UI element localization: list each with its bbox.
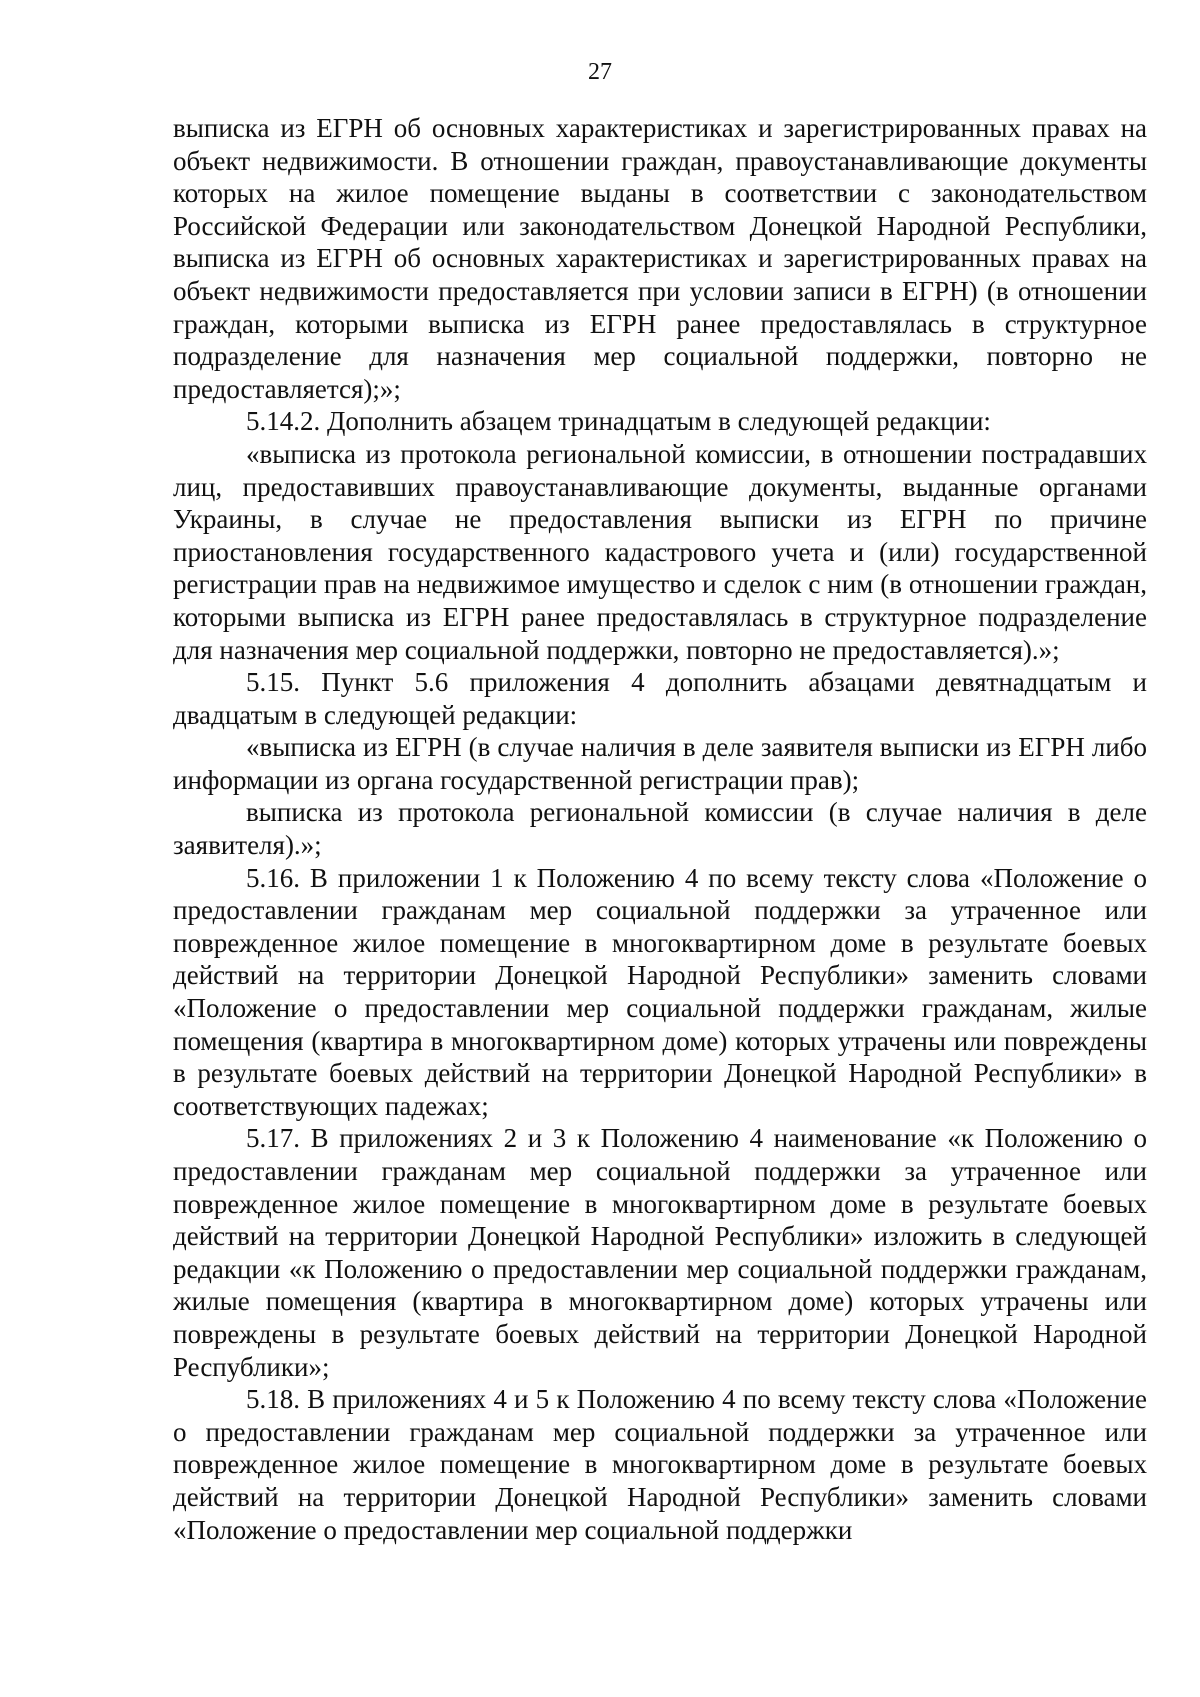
paragraph-commission-extract: «выписка из протокола региональной комиссии, в отношении пострадавших лиц, предоставивших правоустанавливающие документы, выданные органами Украины, в случае не предоставления выписки из ЕГРН по причине приостановления государственного кадастрового учета и (или) государственной регистрации прав на недвижимое имущество и сделок с ним (в отношении граждан, которыми выписка из ЕГРН ранее предоставлялась в структурное подразделение для назначения мер социальной поддержки, повторно не предоставляется).»;: [173, 438, 1147, 665]
paragraph-egrn-extract-conditions: выписка из ЕГРН об основных характеристиках и зарегистрированных правах на объект недвижимости. В отношении граждан, правоустанавливающие документы которых на жилое помещение выданы в соответствии с законодательством Российской Федерации или законодательством Донецкой Народной Республики, выписка из ЕГРН об основных характеристиках и зарегистрированных правах на объект недвижимости предоставляется при условии записи в ЕГРН) (в отношении граждан, которыми выписка из ЕГРН ранее предоставлялась в структурное подразделение для назначения мер социальной поддержки, повторно не предоставляется);»;: [173, 113, 1147, 404]
paragraph-5-14-2: 5.14.2. Дополнить абзацем тринадцатым в следующей редакции:: [246, 406, 991, 437]
paragraph-5-16: 5.16. В приложении 1 к Положению 4 по всему тексту слова «Положение о предоставлении гражданам мер социальной поддержки за утраченное или поврежденное жилое помещение в многоквартирном доме в результате боевых действий на территории Донецкой Народной Республики» заменить словами «Положение о предоставлении мер социальной поддержки гражданам, жилые помещения (квартира в многоквартирном доме) которых утрачены или повреждены в результате боевых действий на территории Донецкой Народной Республики» в соответствующих падежах;: [173, 862, 1147, 1121]
paragraph-commission-extract-case: выписка из протокола региональной комиссии (в случае наличия в деле заявителя).»;: [173, 797, 1147, 861]
document-body: [173, 112, 1147, 1546]
paragraph-egrn-extract-case: «выписка из ЕГРН (в случае наличия в деле заявителя выписки из ЕГРН либо информации из органа государственной регистрации прав);: [173, 732, 1147, 795]
paragraph-5-17: 5.17. В приложениях 2 и 3 к Положению 4 наименование «к Положению о предоставлении гражданам мер социальной поддержки за утраченное или поврежденное жилое помещение в многоквартирном доме в результате боевых действий на территории Донецкой Народной Республики» изложить в следующей редакции «к Положению о предоставлении мер социальной поддержки гражданам, жилые помещения (квартира в многоквартирном доме) которых утрачены или повреждены в результате боевых действий на территории Донецкой Народной Республики»;: [173, 1123, 1147, 1382]
page-number: 27: [588, 59, 612, 85]
paragraph-5-18: 5.18. В приложениях 4 и 5 к Положению 4 по всему тексту слова «Положение о предоставлении гражданам мер социальной поддержки за утраченное или поврежденное жилое помещение в многоквартирном доме в результате боевых действий на территории Донецкой Народной Республики» заменить словами «Положение о предоставлении мер социальной поддержки: [173, 1384, 1147, 1545]
paragraph-5-15: 5.15. Пункт 5.6 приложения 4 дополнить абзацами девятнадцатым и двадцатым в следующей редакции:: [173, 667, 1147, 730]
